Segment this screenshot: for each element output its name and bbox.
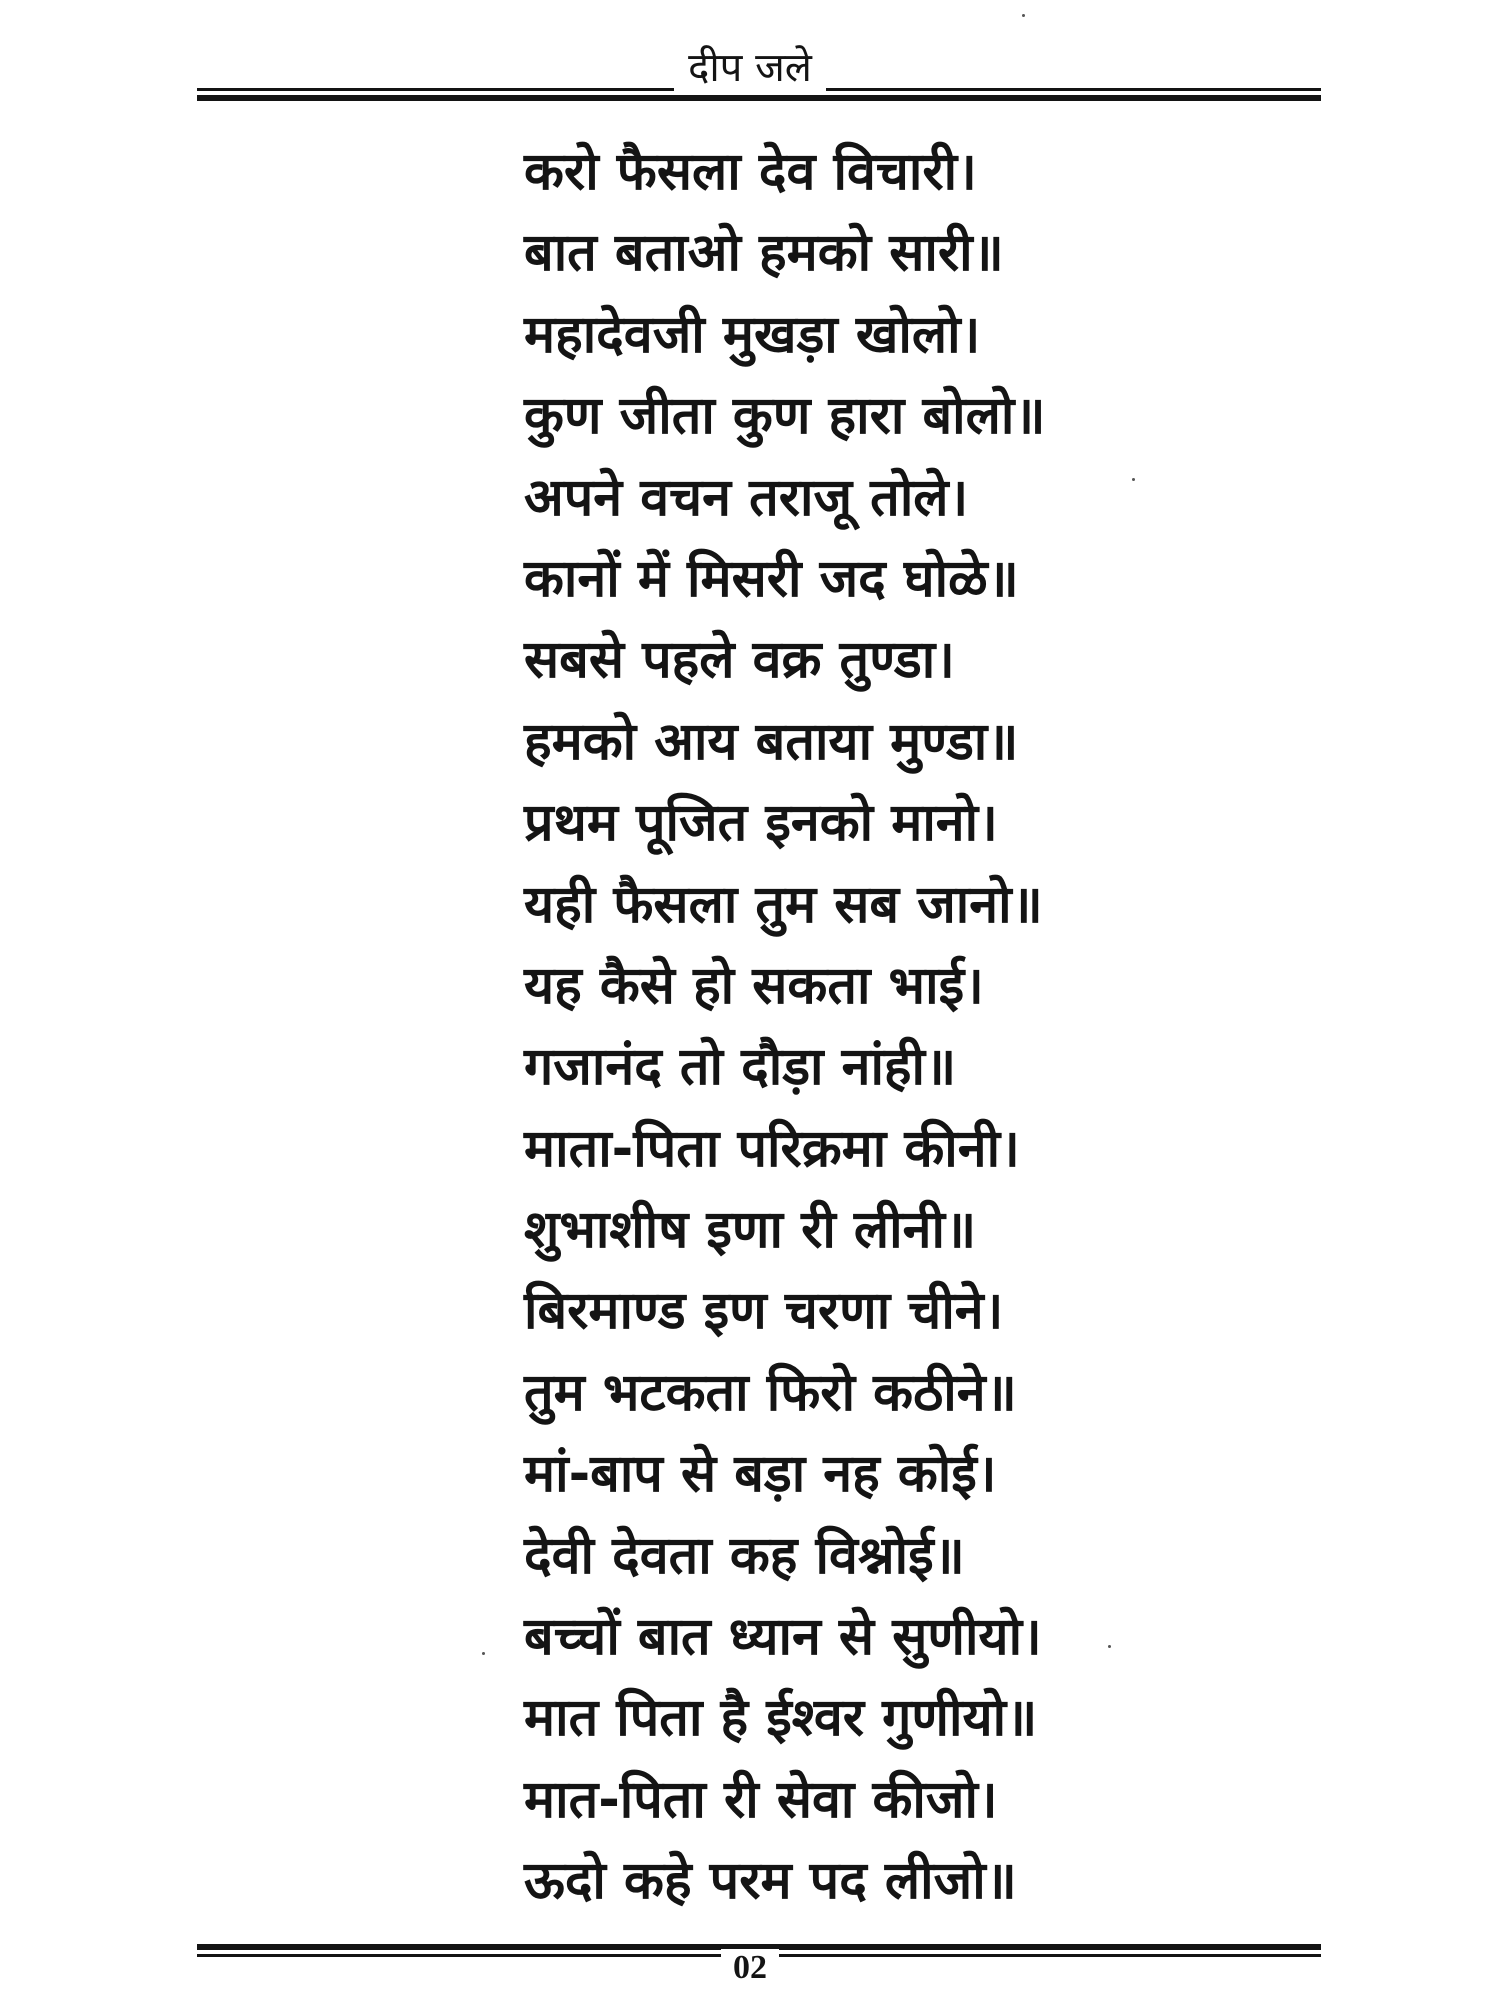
verse-line: गजानंद तो दौड़ा नांही॥ (524, 1037, 957, 1098)
running-title (0, 42, 1500, 94)
page-number (0, 1946, 1500, 1990)
header-rule-thick (197, 95, 1321, 101)
verse-line: कुण जीता कुण हारा बोलो॥ (524, 386, 1046, 447)
verse-line: करो फैसला देव विचारी। (524, 142, 977, 202)
verse-line: अपने वचन तराजू तोले। (524, 467, 969, 528)
verse-line: कानों में मिसरी जद घोळे॥ (524, 548, 1019, 609)
scan-speck (1108, 1645, 1111, 1648)
verse-line: यही फैसला तुम सब जानो॥ (524, 874, 1043, 935)
verse-line: तुम भटकता फिरो कठीने॥ (524, 1362, 1017, 1423)
verse-line: यह कैसे हो सकता भाई। (524, 955, 984, 1016)
verse-line: देवी देवता कह विश्नोई॥ (524, 1525, 965, 1586)
scan-speck (1132, 478, 1135, 481)
verse-body (524, 132, 1084, 1923)
scan-speck (1022, 14, 1025, 17)
verse-line: हमको आय बताया मुण्डा॥ (524, 711, 1019, 772)
verse-line: मात पिता है ईश्वर गुणीयो॥ (524, 1688, 1038, 1749)
verse-line: प्रथम पूजित इनको मानो। (524, 793, 998, 854)
verse-line: ऊदो कहे परम पद लीजो॥ (524, 1851, 1017, 1912)
verse-line: मात-पिता री सेवा कीजो। (524, 1769, 998, 1830)
verse-line: शुभाशीष इणा री लीनी॥ (524, 1200, 977, 1261)
verse-line: मां-बाप से बड़ा नह कोई। (524, 1444, 997, 1505)
verse-line: सबसे पहले वक्र तुण्डा। (524, 630, 955, 691)
verse-line: माता-पिता परिक्रमा कीनी। (524, 1118, 1020, 1179)
verse-line: महादेवजी मुखड़ा खोलो। (524, 304, 981, 365)
scan-speck (482, 1652, 485, 1655)
book-title: दीप जले (674, 45, 826, 91)
page-number-text: 02 (721, 1949, 779, 1986)
verse-line: बच्चों बात ध्यान से सुणीयो। (524, 1607, 1042, 1668)
verse-line: बात बताओ हमको सारी॥ (524, 223, 1004, 284)
verse-line: बिरमाण्ड इण चरणा चीने। (524, 1281, 1004, 1342)
